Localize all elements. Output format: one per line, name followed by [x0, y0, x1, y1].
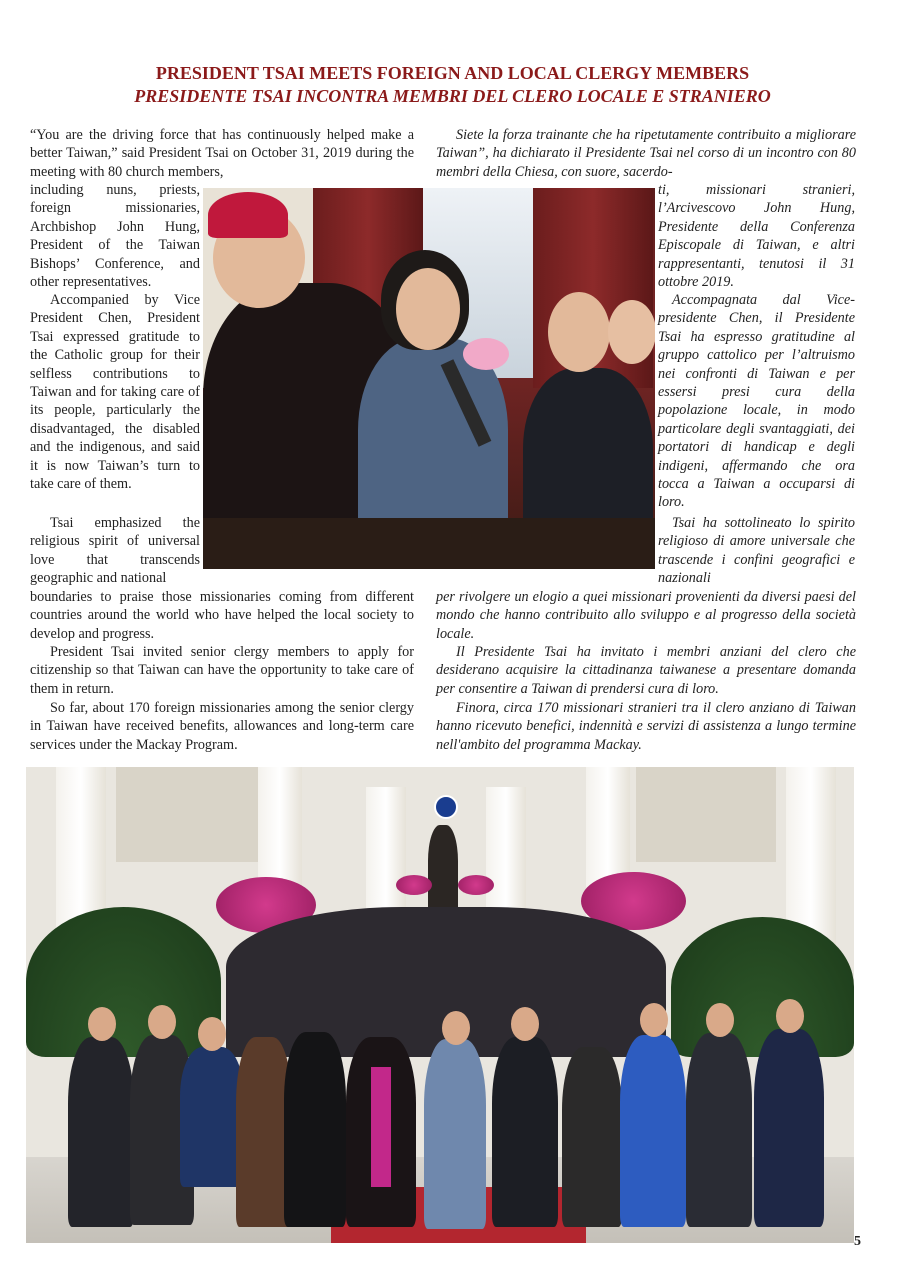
person-head [706, 1003, 734, 1037]
national-emblem [434, 795, 458, 819]
person-head [198, 1017, 226, 1051]
it-paragraph-1-side: ti, missionari stranieri, l’Arcivescovo John Hung, Presidente della Conferenza Episcopale di Taiwan, e altri rappresentanti, tenutosi il 31 ottobre 2019. [658, 182, 855, 291]
en-paragraph-3-rest: boundaries to praise those missionaries coming from different countries around the world who have helped the local society to develop and progress. [30, 589, 414, 642]
wall-panel-right [636, 767, 776, 862]
president-head [396, 268, 460, 350]
it-paragraph-2: Accompagnata dal Vice-presidente Chen, il Presidente Tsai ha espresso gratitudine al gruppo cattolico per l’altruismo nei confronti di Taiwan e per essersi presi cura della popolazione locale, in modo particolare degli svantaggiati, dei portatori di handicap e degli indigeni, affermando che ora tocca a Taiwan a occuparsi di loro. [658, 292, 855, 511]
wall-panel-left [116, 767, 266, 862]
en-paragraph-5: So far, about 170 foreign missionaries among the senior clergy in Taiwan have received benefits, allowances and long-term care services under the Mackay Program. [30, 700, 414, 753]
it-paragraph-3-rest: per rivolgere un elogio a quei missionari provenienti da diversi paesi del mondo che hanno contribuito allo sviluppo e al progresso della società locale. [436, 589, 856, 642]
person-head [776, 999, 804, 1033]
vice-president-head [548, 292, 610, 372]
vice-president [492, 1037, 558, 1227]
palm-right [671, 917, 854, 1057]
it-paragraph-1-top: Siete la forza trainante che ha ripetutamente contribuito a migliorare Taiwan”, ha dichiarato il Presidente Tsai nel corso di un incontro con 80 membri della Chiesa, con suore, sacerdo- [436, 127, 856, 180]
en-paragraph-4: President Tsai invited senior clergy members to apply for citizenship so that Taiwan can have the opportunity to take care of them in return. [30, 644, 414, 697]
palm-left [26, 907, 221, 1057]
en-paragraph-1-top: “You are the driving force that has continuously helped make a better Taiwan,” said President Tsai on October 31, 2019 during the meeting with 80 church members, [30, 127, 414, 180]
title-english: PRESIDENT TSAI MEETS FOREIGN AND LOCAL CLERGY MEMBERS [155, 63, 750, 83]
bust-statue [428, 825, 458, 915]
person-head [442, 1011, 470, 1045]
meeting-photo [203, 188, 655, 569]
title-italian: PRESIDENTE TSAI INCONTRA MEMBRI DEL CLERO LOCALE E STRANIERO [134, 86, 771, 106]
flowers [463, 338, 509, 370]
column [366, 787, 406, 917]
nun [180, 1047, 244, 1187]
foreground-table [203, 518, 655, 569]
person-head [640, 1003, 668, 1037]
zucchetto [208, 192, 288, 238]
column [486, 787, 526, 917]
president [424, 1039, 486, 1229]
it-paragraph-4: Il Presidente Tsai ha invitato i membri anziani del clero che desiderano acquisire la cittadinanza taiwanese a presentare domanda per consentire a Taiwan di prendersi cura di loro. [436, 644, 856, 697]
group-photo [26, 767, 854, 1243]
en-paragraph-3-side: Tsai emphasized the religious spirit of universal love that transcends geographic and national [30, 515, 200, 587]
orchids-small [458, 875, 494, 895]
person [620, 1035, 686, 1227]
person [686, 1033, 752, 1227]
sash [371, 1067, 391, 1187]
person [754, 1029, 824, 1227]
person [562, 1047, 622, 1227]
en-paragraph-2: Accompanied by Vice President Chen, President Tsai expressed gratitude to the Catholic group for their selfless contributions to Taiwan and for taking care of its people, particularly the disadvantaged, the disabled and the indigenous, and said it is now Taiwan’s turn to take care of them. [30, 292, 200, 493]
orchids-small [396, 875, 432, 895]
person-head [88, 1007, 116, 1041]
person [68, 1037, 134, 1227]
it-paragraph-3-side: Tsai ha sottolineato lo spirito religioso di amore universale che trascende i confini geografici e nazionali [658, 515, 855, 587]
person-head [148, 1005, 176, 1039]
priest [284, 1032, 346, 1227]
en-paragraph-1-side: including nuns, priests, foreign missionaries, Archbishop John Hung, President of the Taiwan Bishops’ Conference, and other representatives. [30, 182, 200, 291]
woman-head [608, 300, 655, 364]
person-head [511, 1007, 539, 1041]
page-number: 5 [854, 1234, 861, 1249]
it-paragraph-5: Finora, circa 170 missionari stranieri tra il clero anziano di Taiwan hanno ricevuto benefici, indennità e servizi di assistenza a lungo termine nell'ambito del programma Mackay. [436, 700, 856, 753]
